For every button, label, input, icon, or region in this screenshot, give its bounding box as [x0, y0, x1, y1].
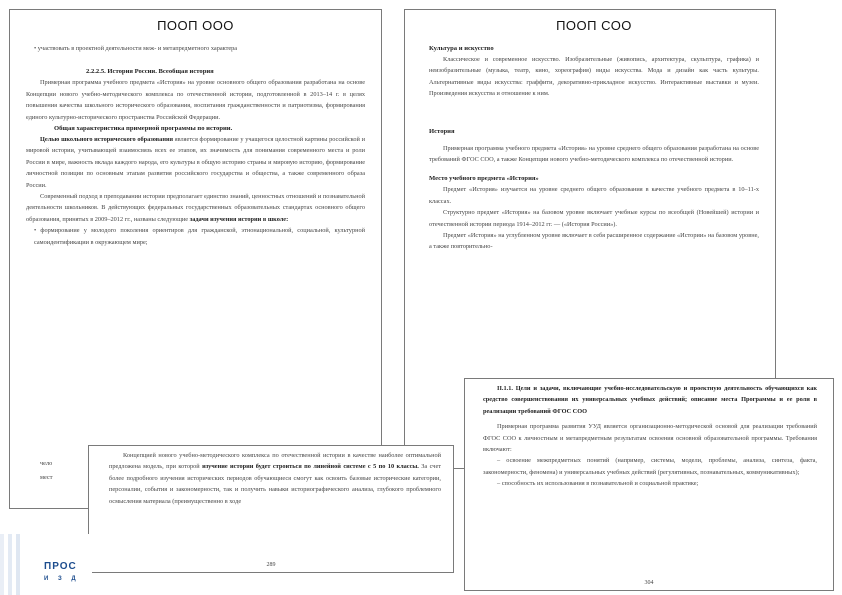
right-place-text-3: Предмет «История» на углубленном уровне включает в себя расширенное содержание «Истории» на базовом уровне, а также повторительно-	[429, 232, 759, 251]
right-culture-heading: Культура и искусство	[429, 45, 494, 52]
left-bullet-forming: • формирование у молодого поколения ориентиров для гражданской, этнонациональной, социальной, культурной самоидентификации в окружающем мире;	[34, 227, 365, 246]
right-history-text: Примерная программа учебного предмета «История» на уровне среднего общего образования разработана на основе требований ФГОС СОО, а также Концепции нового учебно-методического комплекса по отечественной истории.	[429, 144, 759, 164]
overlay-right-item-2: – способность их использования в познавательной и социальной практике;	[497, 480, 699, 488]
left-bullet-project: • участвовать в проектной деятельности меж- и метапредметного характера	[34, 45, 238, 52]
left-document-page	[9, 9, 382, 509]
left-goal-rest: является формирование у учащегося целостной картины российской и мировой истории, учитывающей взаимосвязь всех ее этапов, их значимость для понимания современного места и роли России в мире, важность вклада каждого народа, его культуры в общую историю страны и мировую историю, формирование личностной позиции по основным этапам развития российского государства и общества, а также современного образа России.	[26, 136, 365, 189]
left-para-program: Примерная программа учебного предмета «История» на уровне основного общего образования разработана на основе Концепции нового учебно-методического комплекса по отечественной истории, подготовленной в 2013–14 г. в целях повышения качества школьного исторического образования, воспитания гражданственности и патриотизма, формирования единого культурно-исторического пространства Российской Федерации.	[26, 79, 365, 121]
left-approach-text: Современный подход в преподавании истории предполагает единство знаний, ценностных отношений и познавательной деятельности школьников. В действующих федеральных государственных образовательных стандартах основного общего образования, принятых в 2009–2012 гг., названы следующие	[26, 193, 365, 223]
left-page-title: ПООП ООО	[157, 18, 234, 33]
left-para-goal	[26, 134, 365, 191]
overlay-left-line1: Концепцией нового учебно-методического комплекса по отечественной истории в качестве наиболее оптимальной предложена модель, при которой	[109, 452, 441, 471]
overlay-left-page-number: 289	[266, 562, 276, 568]
left-fragment-a: чело	[40, 460, 53, 467]
left-fragment-b: мест	[40, 474, 53, 481]
right-overlay-page	[464, 378, 834, 591]
overlay-left-text	[109, 450, 441, 507]
left-overlay-page	[88, 445, 454, 573]
overlay-right-item-1: – освоение межпредметных понятий (например, системы, модели, проблемы, анализа, синтеза, факта, закономерности, феномена) и универсальных учебных действий (регулятивных, познавательных, коммуникативных);	[483, 457, 817, 476]
right-history-heading: История	[429, 127, 455, 135]
right-place-heading: Место учебного предмета «История»	[429, 175, 539, 183]
left-para-approach	[26, 191, 365, 225]
logo-main-text: ПРОС	[44, 561, 77, 572]
left-subheading: Общая характеристика примерной программы по истории.	[54, 125, 233, 133]
right-place-text-1: Предмет «История» изучается на уровне среднего общего образования в качестве учебного предмета в 10–11-х классах.	[429, 186, 759, 205]
overlay-left-rest: За счет более подробного изучения исторических периодов обучающиеся смогут как освоить базовые исторические категории, персоналии, события и закономерности, так и получить навыки историографического анализа, глубокого проблемного осмысления материала (преимущественно в ходе	[109, 463, 441, 505]
left-section-heading: 2.2.2.5. История России. Всеобщая история	[86, 68, 214, 76]
publisher-logo	[0, 534, 92, 595]
logo-sub-text: И З Д	[44, 576, 80, 582]
overlay-left-bold: изучение истории будет строиться по линейной системе с 5 по 10 классы.	[202, 463, 419, 471]
overlay-right-heading: II.1.1. Цели и задачи, включающие учебно-исследовательскую и проектную деятельность обучающихся как средство совершенствования их универсальных учебных действий; описание места Программы и ее роли в реализации требований ФГОС СОО	[483, 385, 817, 415]
right-place-text-2: Структурно предмет «История» на базовом уровне включает учебные курсы по всеобщей (Новейшей) истории и отечественной истории периода 1914–2012 гг. — («История России»).	[429, 209, 759, 228]
left-goal-bold: Целью школьного исторического образования	[40, 136, 173, 144]
overlay-right-page-number: 304	[644, 580, 654, 586]
left-tasks-bold: задачи изучения истории в школе:	[189, 215, 289, 223]
right-culture-text: Классическое и современное искусство. Изобразительные (живопись, архитектура, скульптура, графика) и неизобразительные (музыка, театр, кино, хореография) виды искусства. Мода и дизайн как часть культуры. Альтернативные виды искусства: граффити, декоративно-прикладное искусство. Интерактивные выставки и музеи. Произведения искусства и отношение к ним.	[429, 56, 759, 98]
right-page-title: ПООП СОО	[556, 18, 632, 33]
overlay-right-para: Примерная программа развития УУД является организационно-методической основой для реализации требований ФГОС СОО к личностным и метапредметным результатам освоения основной образовательной программы. Требования включают:	[483, 423, 817, 454]
